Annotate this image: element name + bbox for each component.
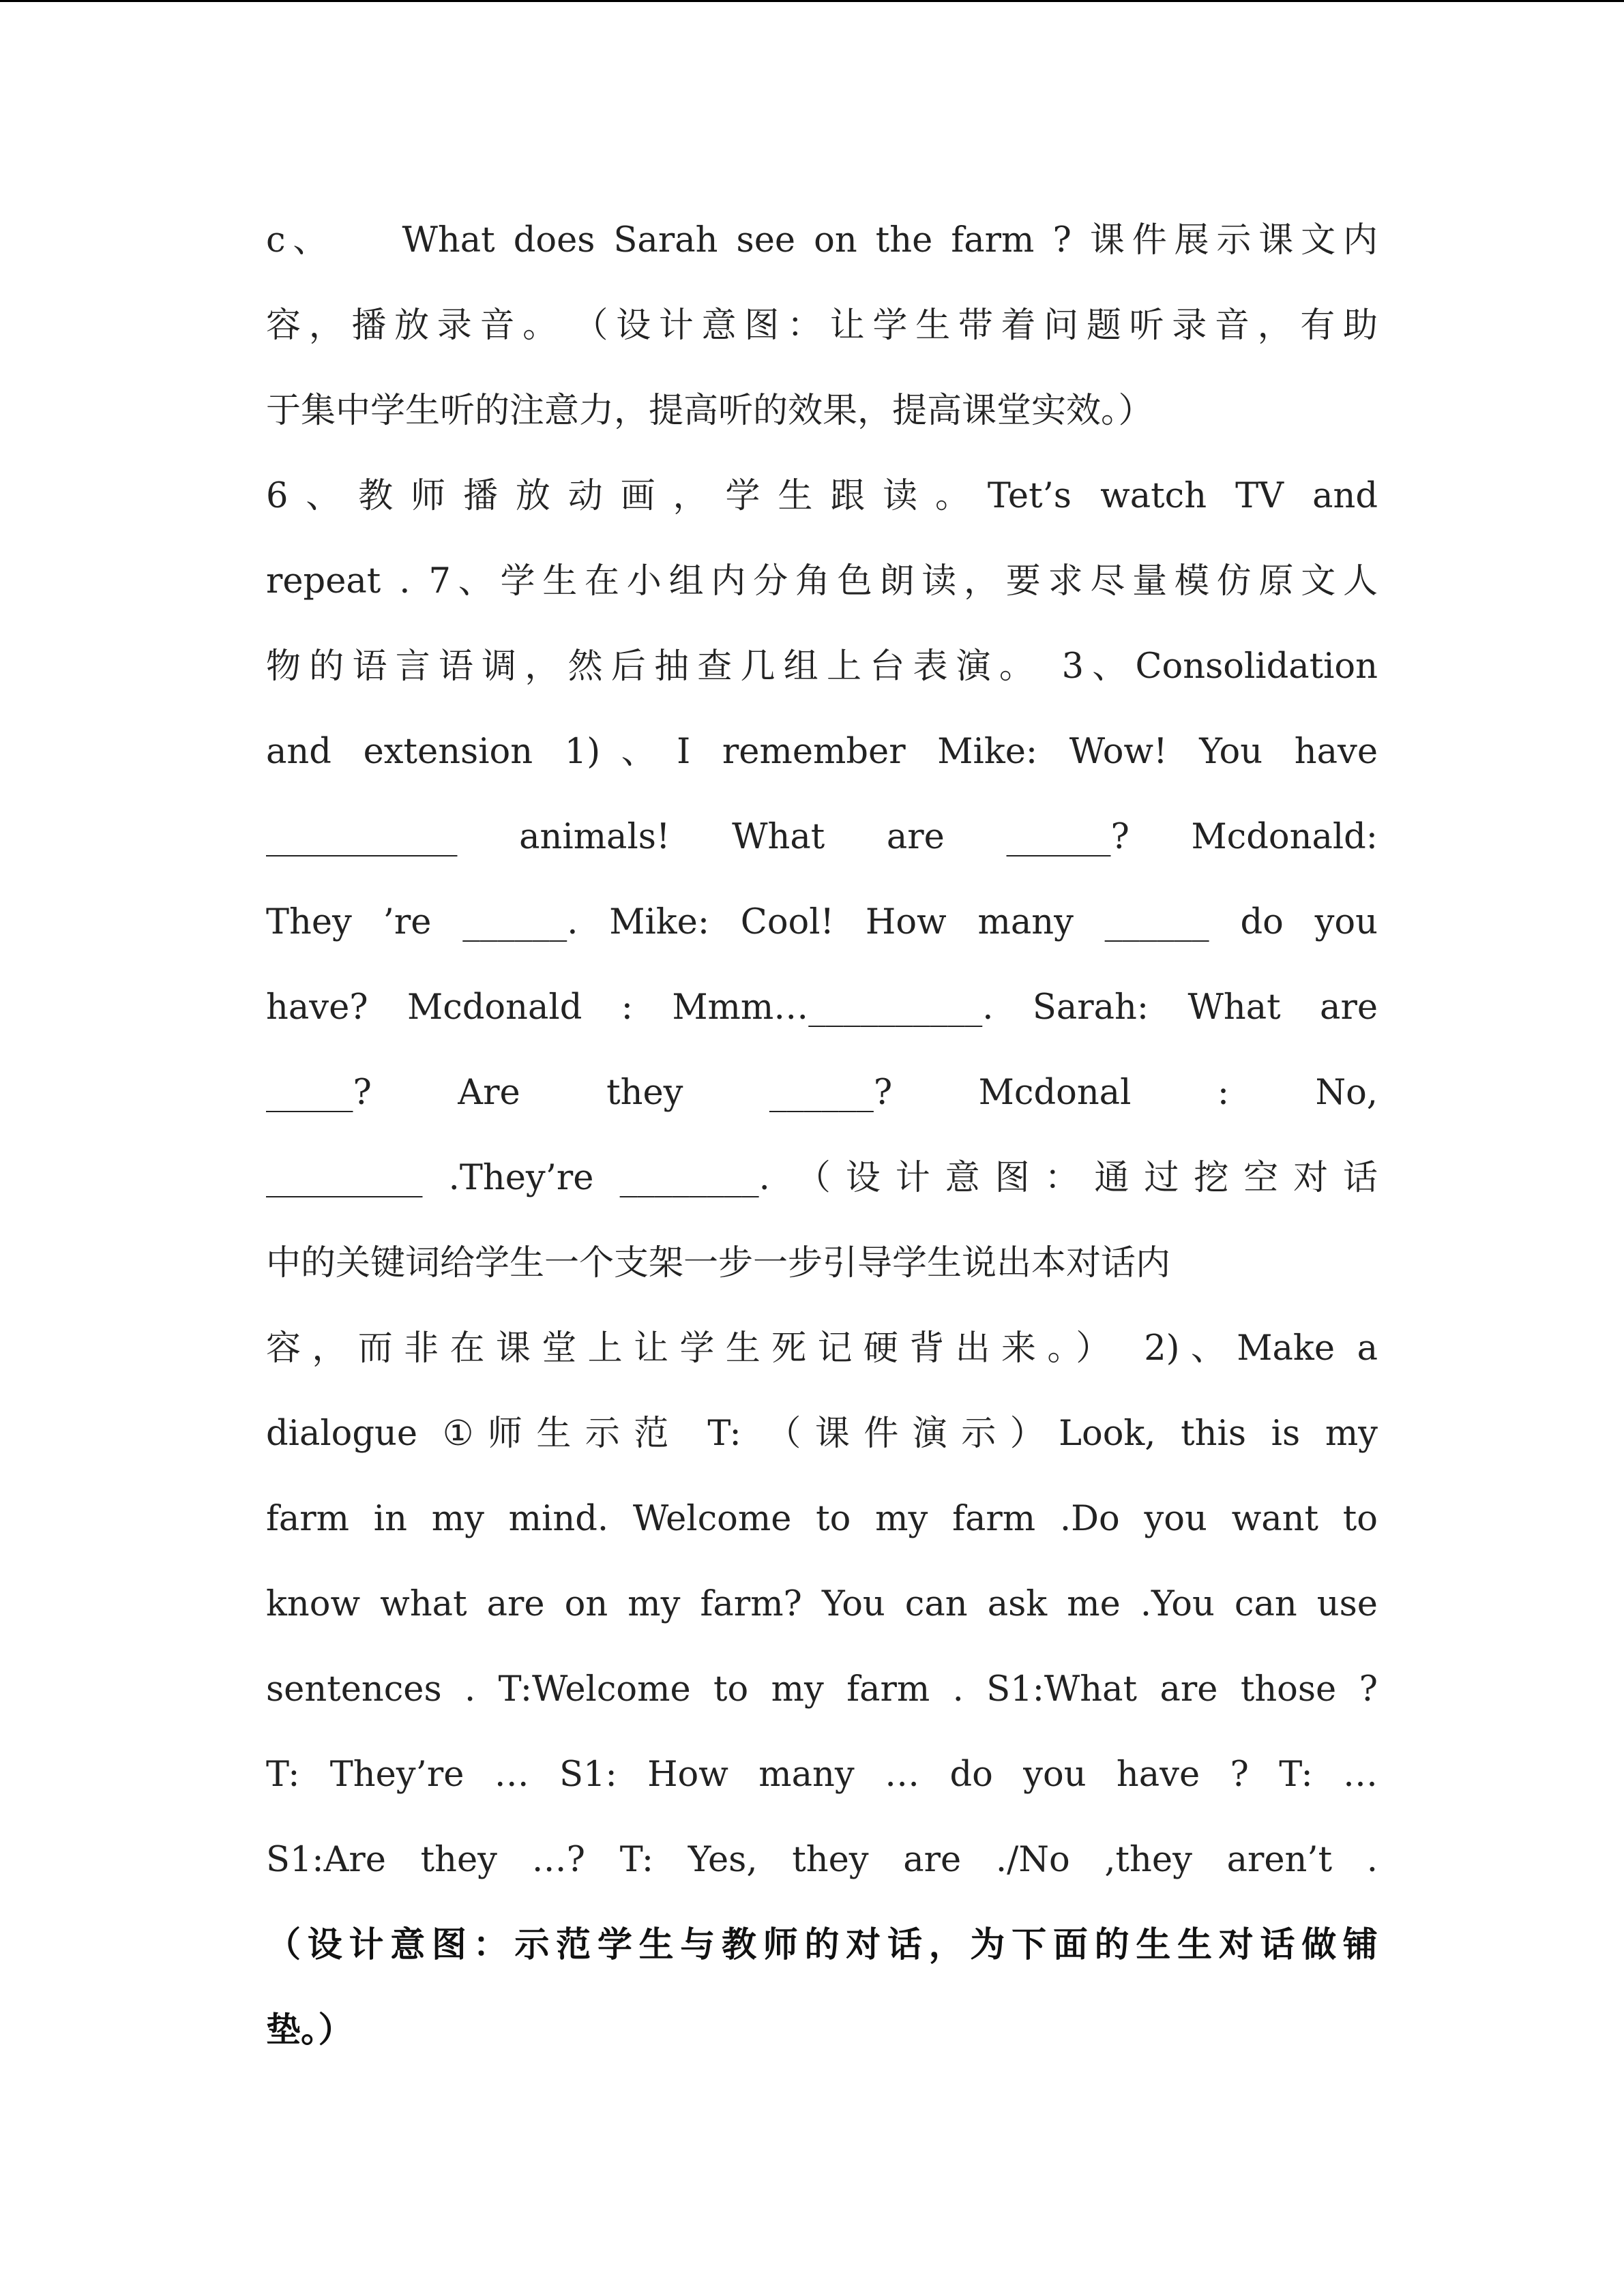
design-intent-line-2: 垫。） <box>266 2010 353 2051</box>
text-line-3: 于集中学生听的注意力，提高听的效果，提高课堂实效。） <box>266 391 1153 431</box>
text-line-2: 容，播放录音。 （设计意图：让学生带着问题听录音，有助 <box>266 305 1378 346</box>
page-top-border <box>0 0 1624 2</box>
text-line-12: _________ .They’re ________. （设计意图：通过挖空对话 <box>266 1158 1378 1198</box>
text-line-8: ___________ animals! What are ______? Mcdonald: <box>266 817 1378 857</box>
text-line-7: and extension 1)、I remember Mike: Wow! You have <box>266 732 1378 772</box>
text-line-19: T: They’re … S1: How many … do you have ? T: … <box>266 1755 1378 1795</box>
text-line-6: 物的语言语调，然后抽查几组上台表演。 3、Consolidation <box>266 646 1378 687</box>
text-line-11: _____? Are they ______? Mcdonal : No, <box>266 1073 1378 1113</box>
text-line-18: sentences . T:Welcome to my farm . S1:What are those ? <box>266 1669 1378 1710</box>
text-line-5: repeat . 7、学生在小组内分角色朗读，要求尽量模仿原文人 <box>266 561 1378 601</box>
text-line-10: have? Mcdonald : Mmm…__________. Sarah: What are <box>266 987 1378 1028</box>
text-line-1: c、 What does Sarah see on the farm ? 课件展示课文内 <box>266 220 1378 260</box>
text-line-16: farm in my mind. Welcome to my farm .Do you want to <box>266 1499 1378 1539</box>
text-line-14: 容，而非在课堂上让学生死记硬背出来。） 2)、Make a <box>266 1328 1378 1369</box>
text-line-13: 中的关键词给学生一个支架一步一步引导学生说出本对话内 <box>266 1243 1171 1283</box>
text-line-15: dialogue ①师生示范 T: （课件演示）Look, this is my <box>266 1414 1378 1454</box>
text-line-9: They ’re ______. Mike: Cool! How many ______ do you <box>266 902 1378 942</box>
text-line-17: know what are on my farm? You can ask me .You can use <box>266 1584 1378 1624</box>
text-line-20: S1:Are they …? T: Yes, they are ./No ,they aren’t . <box>266 1840 1378 1880</box>
design-intent-line-1: （设计意图：示范学生与教师的对话，为下面的生生对话做铺 <box>266 1925 1378 1965</box>
text-line-4: 6、教师播放动画，学生跟读。Tet’s watch TV and <box>266 476 1378 516</box>
document-body <box>266 198 1378 2073</box>
